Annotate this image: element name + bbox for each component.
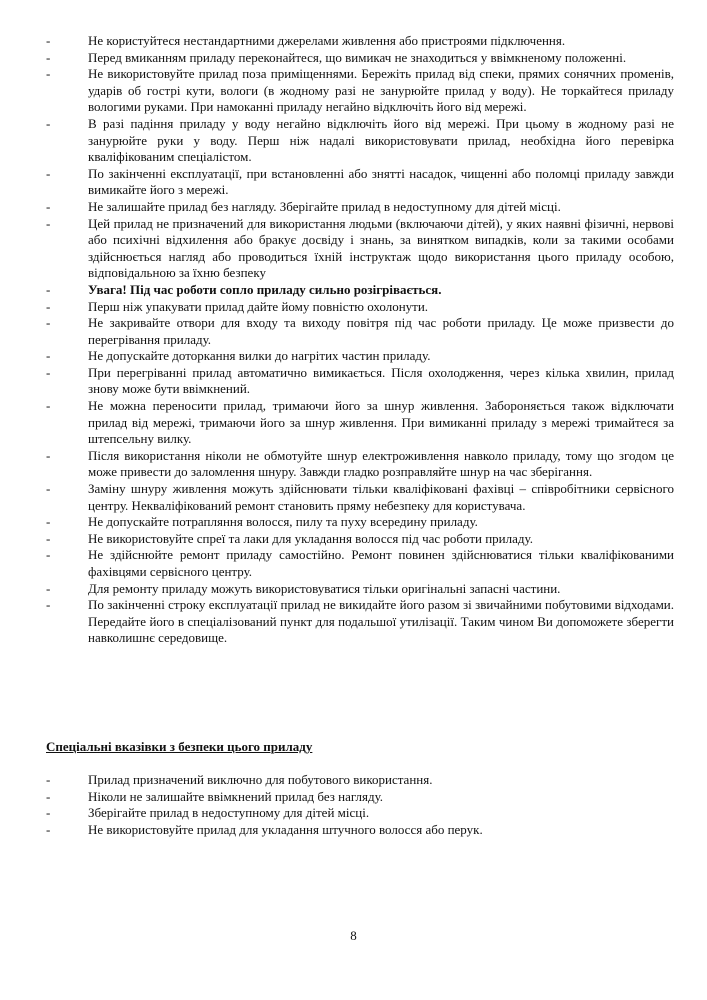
list-item — [46, 348, 674, 365]
list-item — [46, 50, 674, 67]
bullet-dash: - — [46, 398, 51, 414]
list-item — [46, 33, 674, 50]
list-item — [46, 199, 674, 216]
list-item — [46, 531, 674, 548]
warning-heat-notice: Увага! Під час роботи сопло приладу сильно розігрівається. — [88, 281, 442, 297]
list-item-text: Після використання ніколи не обмотуйте шнур електроживлення навколо приладу, тому що згодом це може привести до заломлення шнуру. Завжди гладко розправляйте шнур на час зберігання. — [88, 447, 674, 480]
bullet-dash: - — [46, 66, 51, 82]
section-title: Спеціальні вказівки з безпеки цього приладу — [46, 739, 313, 754]
list-item-text: Заміну шнуру живлення можуть здійснювати тільки кваліфіковані фахівці – співробітники сервісного центру. Некваліфікований ремонт становить пряму небезпеку для користувача. — [88, 481, 674, 513]
list-item-text: По закінченні строку експлуатації прилад не викидайте його разом зі звичайними побутовими відходами. Передайте його в спеціалізований пункт для подальшої утилізації. Таким чином Ви допоможете зберегти навколишнє середовище. — [88, 597, 674, 646]
list-item-text: Не здійснюйте ремонт приладу самостійно. Ремонт повинен здійснюватися тільки кваліфікованими фахівцями сервісного центру. — [88, 547, 674, 579]
list-item — [46, 216, 674, 282]
bullet-dash: - — [46, 805, 51, 821]
list-item-text: Не використовуйте спреї та лаки для укладання волосся під час роботи приладу. — [88, 530, 533, 546]
list-item — [46, 448, 674, 481]
bullet-dash: - — [46, 115, 51, 131]
list-item-text: Для ремонту приладу можуть використовуватися тільки оригінальні запасні частини. — [88, 580, 561, 596]
list-item — [46, 166, 674, 199]
list-item — [46, 547, 674, 580]
list-item-text: Не закривайте отвори для входу та виходу повітря під час роботи приладу. Це може призвести до перегрівання приладу. — [88, 315, 674, 347]
list-item-text: Не допускайте доторкання вилки до нагрітих частин приладу. — [88, 348, 431, 364]
bullet-dash: - — [46, 198, 51, 214]
list-item-text: Зберігайте прилад в недоступному для дітей місці. — [88, 805, 370, 821]
bullet-dash: - — [46, 348, 51, 364]
list-item — [46, 597, 674, 647]
list-item-text: Цей прилад не призначений для використання людьми (включаючи дітей), у яких наявні фізичні, нервові або психічні відхилення або бракує досвіду і знань, за винятком випадків, коли за такими особами здійснюється нагляд або проводиться їхній інструктаж щодо використання цього приладу особою, відповідальною за їхню безпеку — [88, 215, 674, 281]
list-item — [46, 789, 674, 806]
list-item — [46, 116, 674, 166]
list-item-text: Прилад призначений виключно для побутового використання. — [88, 772, 433, 787]
list-item-text: По закінченні експлуатації, при встановленні або знятті насадок, чищенні або поломці приладу завжди вимикайте його з мережі. — [88, 165, 674, 198]
bullet-dash: - — [46, 49, 51, 65]
bullet-dash: - — [46, 788, 51, 804]
bullet-dash: - — [46, 547, 51, 563]
bullet-dash: - — [46, 165, 51, 181]
list-item-text: Не використовуйте прилад для укладання штучного волосся або перук. — [88, 821, 483, 837]
list-item-text: Не можна переносити прилад, тримаючи його за шнур живлення. Забороняється також відключати прилад від мережі, тримаючи його за шнур живлення. При вимиканні приладу з мережі тримайтеся за штепсельну вилку. — [88, 398, 674, 447]
list-item-text: Не користуйтеся нестандартними джерелами живлення або пристроями підключення. — [88, 33, 566, 48]
page-number: 8 — [350, 928, 357, 943]
list-item — [46, 299, 674, 316]
list-item — [46, 66, 674, 116]
list-item — [46, 365, 674, 398]
list-item-text: В разі падіння приладу у воду негайно відключіть його від мережі. При цьому в жодному разі не занурюйте руки у воду. Перш ніж надалі використовувати прилад, необхідна його перевірка кваліфікованим спеціалістом. — [88, 115, 674, 165]
list-item-text: Не використовуйте прилад поза приміщеннями. Бережіть прилад від спеки, прямих сонячних променів, ударів об гострі кути, вологи (в жодному разі не занурюйте прилад у воду). Не торкайтеся приладу вологими руками. При намоканні приладу негайно відключіть його від мережі. — [88, 66, 674, 115]
list-item-text: Перед вмиканням приладу переконайтеся, що вимикач не знаходиться у ввімкненому положенні. — [88, 49, 627, 65]
list-item — [46, 772, 674, 789]
general-safety-list — [46, 33, 674, 647]
list-item — [46, 398, 674, 448]
bullet-dash: - — [46, 364, 51, 380]
bullet-dash: - — [46, 772, 51, 787]
list-item-text: Ніколи не залишайте ввімкнений прилад без нагляду. — [88, 788, 384, 804]
bullet-dash: - — [46, 821, 51, 837]
special-safety-list — [46, 772, 674, 838]
bullet-dash: - — [46, 580, 51, 596]
bullet-dash: - — [46, 281, 51, 297]
bullet-dash: - — [46, 481, 51, 497]
list-item-text: Не допускайте потрапляння волосся, пилу та пуху всередину приладу. — [88, 514, 478, 530]
list-item — [46, 514, 674, 531]
bullet-dash: - — [46, 315, 51, 331]
bullet-dash: - — [46, 447, 51, 463]
list-item — [46, 315, 674, 348]
list-item — [46, 282, 674, 299]
list-item — [46, 581, 674, 598]
bullet-dash: - — [46, 33, 51, 48]
list-item-text: Не залишайте прилад без нагляду. Зберігайте прилад в недоступному для дітей місці. — [88, 198, 561, 214]
list-item-text: При перегріванні прилад автоматично вимикається. Після охолодження, через кілька хвилин, прилад знову може бути ввімкнений. — [88, 364, 674, 397]
bullet-dash: - — [46, 530, 51, 546]
bullet-dash: - — [46, 298, 51, 314]
bullet-dash: - — [46, 597, 51, 613]
list-item — [46, 481, 674, 514]
list-item — [46, 805, 674, 822]
list-item — [46, 822, 674, 839]
bullet-dash: - — [46, 514, 51, 530]
bullet-dash: - — [46, 215, 51, 231]
list-item-text: Перш ніж упакувати прилад дайте йому повністю охолонути. — [88, 298, 429, 314]
